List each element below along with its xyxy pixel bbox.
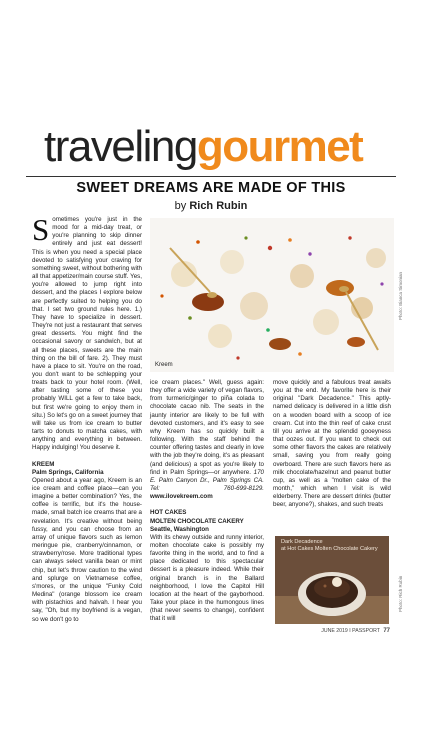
hotcakes-subheading: MOLTEN CHOCOLATE CAKERY	[150, 517, 244, 525]
intro-text: ometimes you're just in the mood for a mid-day treat, or you're planning to skip dinner entirely and just eat dessert! This is when you need a special place devoted to satisfying your craving for something sweet, without bothering with all that appetizer/main course stuff. Yes, you're allowed to jump right into dessert, and the places I explore below are perfectly suited to helping you do that. I set two ground rules here. 1.) They have to specialize in dessert. They're not just a restaurant that serves great desserts. You might find the occasional savory or sandwich, but at all these places, sweets are the main thing on the bill of fare. 2). They must have a place to sit. You're on the road, you don't want to be schlepping your treats back to your hotel room. (Well, after tasting some of these you probably WILL get a few to take back, but first we're going to enjoy them in situ.) So let's go on a sweet journey that will take us from ice cream to butter tarts to donuts to matcha cakes, with anything and everything in between. Happy indulging! You deserve it.	[32, 216, 142, 452]
byline-prefix: by	[174, 200, 187, 212]
footer-date: JUNE 2019	[321, 628, 348, 634]
masthead-bold: gourmet	[196, 122, 363, 171]
hotcakes-heading: HOT CAKES	[150, 509, 187, 517]
masthead-rule	[26, 176, 396, 177]
article-column-2	[150, 379, 264, 624]
kreem-location: Palm Springs, California	[32, 468, 104, 476]
kreem-body: Opened about a year ago, Kreem is an ice cream and coffee place—can you imagine a better combination? Yes, the coffee is terrific, but it's the house-made, small batch ice creams that are a revelation. It's creative without being fussy, and you can choose from an array of unique flavors such as lemon meringue pie, cranberry/cinnamon, or strawberry/rose. More traditional types can always select vanilla bean or mint chip, but let's throw caution to the wind and splurge on Vietnamese coffee, s'mores, or the unique "Funky Cold Medina" (orange blossom ice cream with pistachios and halvah. I hear you say, "Oh, but my boyfriend is a vegan, so we don't go to	[32, 476, 142, 623]
cake-caption	[281, 539, 378, 553]
kreem-heading: KREEM	[32, 460, 55, 468]
footer-separator: I	[349, 628, 351, 634]
cake-caption-line-1: Dark Decadence	[281, 539, 323, 545]
section-masthead	[44, 118, 384, 176]
article-byline	[0, 200, 422, 212]
photo-credit-main: Photo: Bianca Simonian	[398, 271, 403, 320]
hotcakes-location: Seattle, Washington	[150, 525, 209, 533]
kreem-address: 170 E. Palm Canyon Dr., Palm Springs CA. Tel: 760-699-8129.	[150, 468, 264, 493]
cake-photo	[275, 536, 389, 624]
article-headline: SWEET DREAMS ARE MADE OF THIS	[76, 180, 346, 196]
hotcakes-continued: move quickly and a fabulous treat awaits you at the end. My favorite here is their original "Dark Decadence." This aptly-named delicacy is delivered in a little dish on a wooden board with a scoop of ice cream. Cut into the thin reef of cake crust till you arrive at the splendid gooeyness that oozes out. If you want to check out some other flavors the cakes are relatively small, saving you from really going overboard. There are such flavors here as milk chocolate/hazelnut and peanut butter cup, as well as a "molten cake of the month," which when I visit is wild elderberry. There are dessert drinks (butter beer, anyone?), shakes, and such treats	[273, 379, 391, 509]
kreem-url: www.ilovekreem.com	[150, 493, 213, 501]
byline-author: Rich Rubin	[189, 200, 248, 212]
page-number: 77	[383, 628, 390, 634]
article-column-3	[273, 379, 391, 510]
ice-cream-illustration	[150, 218, 394, 372]
intro-paragraph	[32, 212, 142, 453]
footer-publication: PASSPORT	[352, 628, 380, 634]
photo-credit-cake: Photo: Rich Rubin	[398, 575, 403, 612]
hotcakes-body: With its chewy outside and runny interior, molten chocolate cake is possibly my favorite thing in the world, and to find a place dedicated to this spectacular dessert is a pleasure indeed. While their original branch is in the Ballard neighborhood, I love the Capitol Hill location at the heart of the gayborhood. Take your place in the humongous lines (that never seems to change), confident that it will	[150, 533, 264, 623]
kreem-body-continued: ice cream places." Well, guess again: they offer a wide variety of vegan flavors, from turmeric/ginger to piña colada to chocolate cacao nib. The seats in the jaunty interior are likely to be full with devoted customers, and it's easy to see why Kreem has so quickly built a following. With the staff behind the counter offering tastes and clearly in love with the job they're doing, it's as pleasant (and delicious) a spot as you're likely to find in Palm Springs—or anywhere.	[150, 379, 264, 476]
page-footer	[321, 628, 390, 634]
kreem-photo	[150, 218, 394, 372]
photo-label: Kreem	[155, 362, 173, 368]
drop-cap: S	[32, 212, 50, 247]
cake-caption-line-2: at Hot Cakes Molten Chocolate Cakery	[281, 546, 378, 552]
kreem-continued	[150, 379, 264, 501]
masthead-light: traveling	[44, 122, 197, 171]
article-column-1	[32, 212, 142, 624]
